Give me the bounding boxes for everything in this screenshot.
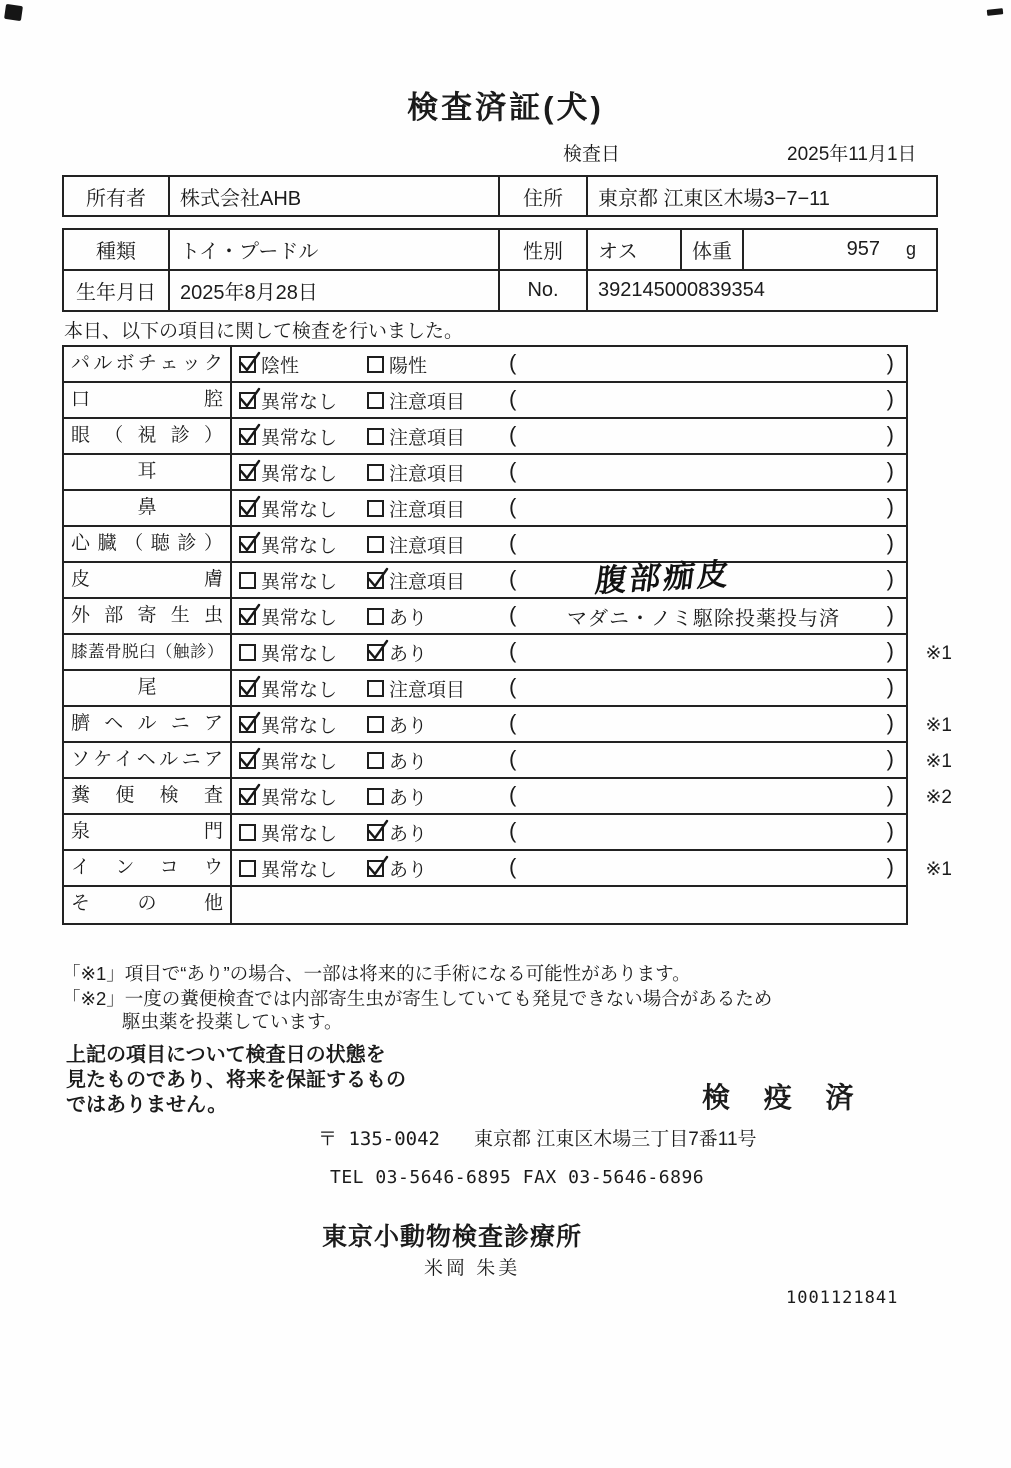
disclaimer-line-2: 見たものであり、将来を保証するもの: [66, 1069, 406, 1091]
weight-value-cell: [744, 230, 936, 269]
exam-item-label: 眼（視診）: [64, 419, 232, 453]
exam-option: [365, 567, 501, 594]
exam-row: [64, 455, 906, 491]
checkbox-unchecked-icon: [367, 392, 384, 409]
exam-option: [232, 711, 365, 738]
number-value: 392145000839354: [598, 279, 765, 301]
open-paren: (: [509, 638, 517, 663]
open-paren: (: [509, 386, 517, 411]
exam-option: [232, 783, 365, 810]
pet-info-row-2: [64, 271, 936, 310]
result-note-area: [501, 815, 906, 849]
exam-row: [64, 635, 952, 671]
exam-option: [365, 423, 501, 450]
option-label: 異常なし: [261, 571, 338, 593]
checkbox-checked-icon: [239, 356, 256, 373]
checkbox-checked-icon: [239, 464, 256, 481]
checkbox-unchecked-icon: [367, 500, 384, 517]
scan-artifact: [987, 8, 1004, 16]
exam-item-label: 泉門: [64, 815, 232, 849]
exam-option: [232, 747, 365, 774]
option-label: 異常なし: [261, 391, 338, 413]
close-paren: ): [886, 350, 894, 375]
open-paren: (: [509, 350, 517, 375]
checkbox-checked-icon: [239, 500, 256, 517]
close-paren: ): [886, 710, 894, 735]
close-paren: ): [886, 638, 894, 663]
exam-item-label: 尾: [64, 671, 232, 705]
open-paren: (: [509, 530, 517, 555]
inspection-date-value: 2025年11月1日: [787, 144, 917, 165]
exam-row: [64, 527, 906, 563]
option-label: 注意項目: [389, 571, 466, 593]
exam-row: [64, 707, 952, 743]
intro-text: 本日、以下の項目に関して検査を行いました。: [64, 321, 464, 342]
option-label: 陰性: [261, 355, 300, 377]
close-paren: ): [886, 818, 894, 843]
open-paren: (: [509, 818, 517, 843]
option-label: あり: [389, 751, 428, 773]
number-label: No.: [500, 271, 588, 310]
exam-option: [365, 603, 501, 630]
result-note-area: [501, 671, 906, 705]
checkbox-checked-icon: [367, 572, 384, 589]
owner-label: 所有者: [64, 177, 170, 215]
close-paren: ): [886, 422, 894, 447]
exam-row: [64, 491, 906, 527]
footnote-2-continued: 駆虫薬を投薬しています。: [122, 1011, 343, 1032]
checkbox-unchecked-icon: [367, 536, 384, 553]
exam-item-label: ソケイヘルニア: [64, 743, 232, 777]
option-label: あり: [389, 643, 428, 665]
exam-option: [232, 855, 365, 882]
close-paren: ): [886, 674, 894, 699]
exam-item-label: 耳: [64, 455, 232, 489]
close-paren: ): [886, 602, 894, 627]
option-label: あり: [389, 715, 428, 737]
weight-unit: g: [906, 239, 917, 259]
close-paren: ): [886, 566, 894, 591]
close-paren: ): [886, 458, 894, 483]
open-paren: (: [509, 566, 517, 591]
checkbox-unchecked-icon: [239, 860, 256, 877]
printed-note: マダニ・ノミ駆除投薬投与済: [567, 607, 840, 630]
exam-item-label: パルボチェック: [64, 347, 232, 381]
exam-item-label: 外部寄生虫: [64, 599, 232, 633]
close-paren: ): [886, 746, 894, 771]
exam-option: [365, 351, 501, 378]
exam-option: [365, 711, 501, 738]
option-label: 注意項目: [389, 679, 466, 701]
owner-table: [62, 175, 938, 217]
scan-artifact: [4, 4, 23, 21]
exam-item-label: その他: [64, 887, 232, 923]
exam-option: [232, 459, 365, 486]
exam-option: [365, 387, 501, 414]
exam-option: [232, 567, 365, 594]
exam-item-label: 臍ヘルニア: [64, 707, 232, 741]
clinic-name: 東京小動物検査診療所: [322, 1223, 583, 1251]
document-title: 検査済証(犬): [407, 90, 604, 125]
open-paren: (: [509, 854, 517, 879]
exam-option: [365, 459, 501, 486]
checkbox-checked-icon: [367, 644, 384, 661]
sex-label: 性別: [500, 230, 588, 269]
exam-option: [365, 747, 501, 774]
option-label: 異常なし: [261, 679, 338, 701]
option-label: あり: [389, 607, 428, 629]
option-label: 異常なし: [261, 607, 338, 629]
checkbox-checked-icon: [239, 536, 256, 553]
exam-option: [232, 531, 365, 558]
weight-label: 体重: [682, 230, 744, 269]
open-paren: (: [509, 674, 517, 699]
owner-value: 株式会社AHB: [170, 177, 500, 215]
breed-label: 種類: [64, 230, 170, 269]
option-label: あり: [389, 787, 428, 809]
checkbox-unchecked-icon: [239, 572, 256, 589]
quarantine-stamp: 検 疫 済: [702, 1082, 867, 1113]
checkbox-unchecked-icon: [367, 752, 384, 769]
close-paren: ): [886, 386, 894, 411]
checkbox-unchecked-icon: [367, 428, 384, 445]
open-paren: (: [509, 422, 517, 447]
result-note-area: [501, 455, 906, 489]
open-paren: (: [509, 746, 517, 771]
option-label: 注意項目: [389, 535, 466, 557]
checkbox-checked-icon: [367, 824, 384, 841]
clinic-tel-fax: TEL 03-5646-6895 FAX 03-5646-6896: [330, 1167, 705, 1188]
exam-item-label: 口腔: [64, 383, 232, 417]
exam-item-label: 皮膚: [64, 563, 232, 597]
open-paren: (: [509, 782, 517, 807]
exam-option: [232, 351, 365, 378]
option-label: 異常なし: [261, 787, 338, 809]
option-label: 注意項目: [389, 391, 466, 413]
exam-item-label: 鼻: [64, 491, 232, 525]
exam-option: [365, 639, 501, 666]
close-paren: ): [886, 854, 894, 879]
result-note-area: [501, 419, 906, 453]
checkbox-unchecked-icon: [367, 608, 384, 625]
exam-option: [365, 819, 501, 846]
exam-row: [64, 887, 906, 923]
exam-row: [64, 556, 906, 599]
exam-table: [62, 345, 952, 925]
close-paren: ): [886, 530, 894, 555]
exam-row: [64, 779, 952, 815]
close-paren: ): [886, 494, 894, 519]
result-note-area: [501, 599, 906, 633]
exam-row: [64, 347, 906, 383]
exam-item-label: 膝蓋骨脱臼（触診）: [64, 635, 232, 669]
exam-row: [64, 815, 906, 851]
exam-option: [232, 495, 365, 522]
footnote-mark: ※1: [925, 751, 952, 772]
checkbox-checked-icon: [239, 680, 256, 697]
exam-option: [232, 639, 365, 666]
birthdate-value: 2025年8月28日: [170, 271, 500, 310]
option-label: 異常なし: [261, 463, 338, 485]
exam-row: [64, 419, 906, 455]
option-label: 異常なし: [261, 715, 338, 737]
exam-option: [232, 819, 365, 846]
checkbox-unchecked-icon: [239, 644, 256, 661]
open-paren: (: [509, 602, 517, 627]
exam-option: [232, 423, 365, 450]
handwritten-note: 腹部痂皮: [593, 556, 734, 599]
birthdate-label: 生年月日: [64, 271, 170, 310]
result-note-area: [501, 383, 906, 417]
result-note-area: [501, 851, 906, 885]
option-label: 注意項目: [389, 463, 466, 485]
exam-option: [365, 855, 501, 882]
exam-option: [365, 783, 501, 810]
exam-row: [64, 671, 906, 707]
option-label: 異常なし: [261, 823, 338, 845]
address-label: 住所: [500, 177, 588, 215]
document-code: 1001121841: [786, 1288, 899, 1308]
option-label: 陽性: [389, 355, 428, 377]
checkbox-checked-icon: [239, 608, 256, 625]
result-note-area: [501, 779, 906, 813]
sex-value: オス: [588, 230, 682, 269]
exam-row: [64, 599, 906, 635]
option-label: あり: [389, 823, 428, 845]
checkbox-checked-icon: [239, 428, 256, 445]
result-note-area: [501, 347, 906, 381]
option-label: 異常なし: [261, 751, 338, 773]
checkbox-unchecked-icon: [367, 464, 384, 481]
option-label: 注意項目: [389, 427, 466, 449]
exam-item-label: 糞便検査: [64, 779, 232, 813]
exam-item-label: インコウ: [64, 851, 232, 885]
exam-option: [232, 675, 365, 702]
clinic-postal-address: [318, 1124, 757, 1151]
open-paren: (: [509, 458, 517, 483]
result-note-area: [501, 491, 906, 525]
examiner-name: 米岡 朱美: [424, 1258, 521, 1279]
option-label: あり: [389, 859, 428, 881]
open-paren: (: [509, 710, 517, 735]
postal-code: 〒 135-0042: [318, 1128, 440, 1150]
checkbox-unchecked-icon: [367, 716, 384, 733]
footnote-mark: ※1: [925, 643, 952, 664]
checkbox-checked-icon: [239, 788, 256, 805]
pet-info-table: [62, 228, 938, 312]
disclaimer-line-1: 上記の項目について検査日の状態を: [66, 1044, 386, 1066]
inspection-date-label: 検査日: [563, 144, 621, 165]
checkbox-unchecked-icon: [239, 824, 256, 841]
option-label: 異常なし: [261, 535, 338, 557]
checkbox-unchecked-icon: [367, 788, 384, 805]
exam-option: [232, 603, 365, 630]
weight-value: 957: [846, 238, 880, 260]
checkbox-checked-icon: [239, 752, 256, 769]
checkbox-unchecked-icon: [367, 680, 384, 697]
option-label: 異常なし: [261, 643, 338, 665]
option-label: 注意項目: [389, 499, 466, 521]
option-label: 異常なし: [261, 859, 338, 881]
footnote-2: 「※2」一度の糞便検査では内部寄生虫が寄生していても発見できない場合があるため: [62, 988, 773, 1009]
footnote-mark: ※1: [925, 859, 952, 880]
exam-option: [365, 531, 501, 558]
checkbox-unchecked-icon: [367, 356, 384, 373]
footnote-mark: ※1: [925, 715, 952, 736]
footnote-1: 「※1」項目で“あり”の場合、一部は将来的に手術になる可能性があります。: [62, 963, 691, 984]
exam-row: [64, 383, 906, 419]
exam-item-label: 心臓（聴診）: [64, 527, 232, 561]
result-note-area: [501, 707, 906, 741]
option-label: 異常なし: [261, 427, 338, 449]
exam-option: [365, 495, 501, 522]
result-note-area: [501, 635, 906, 669]
option-label: 異常なし: [261, 499, 338, 521]
exam-row: [64, 743, 952, 779]
pet-info-row-1: [64, 230, 936, 271]
close-paren: ): [886, 782, 894, 807]
exam-row: [64, 851, 952, 887]
footnote-mark: ※2: [925, 787, 952, 808]
result-note-area: [501, 556, 906, 599]
checkbox-checked-icon: [239, 716, 256, 733]
checkbox-checked-icon: [239, 392, 256, 409]
exam-option: [365, 675, 501, 702]
address-value: 東京都 江東区木場3−7−11: [598, 187, 830, 210]
checkbox-checked-icon: [367, 860, 384, 877]
result-note-area: [501, 743, 906, 777]
breed-value: トイ・プードル: [170, 230, 500, 269]
disclaimer-line-3: ではありません。: [66, 1094, 228, 1116]
exam-option: [232, 387, 365, 414]
open-paren: (: [509, 494, 517, 519]
clinic-address: 東京都 江東区木場三丁目7番11号: [473, 1129, 757, 1150]
